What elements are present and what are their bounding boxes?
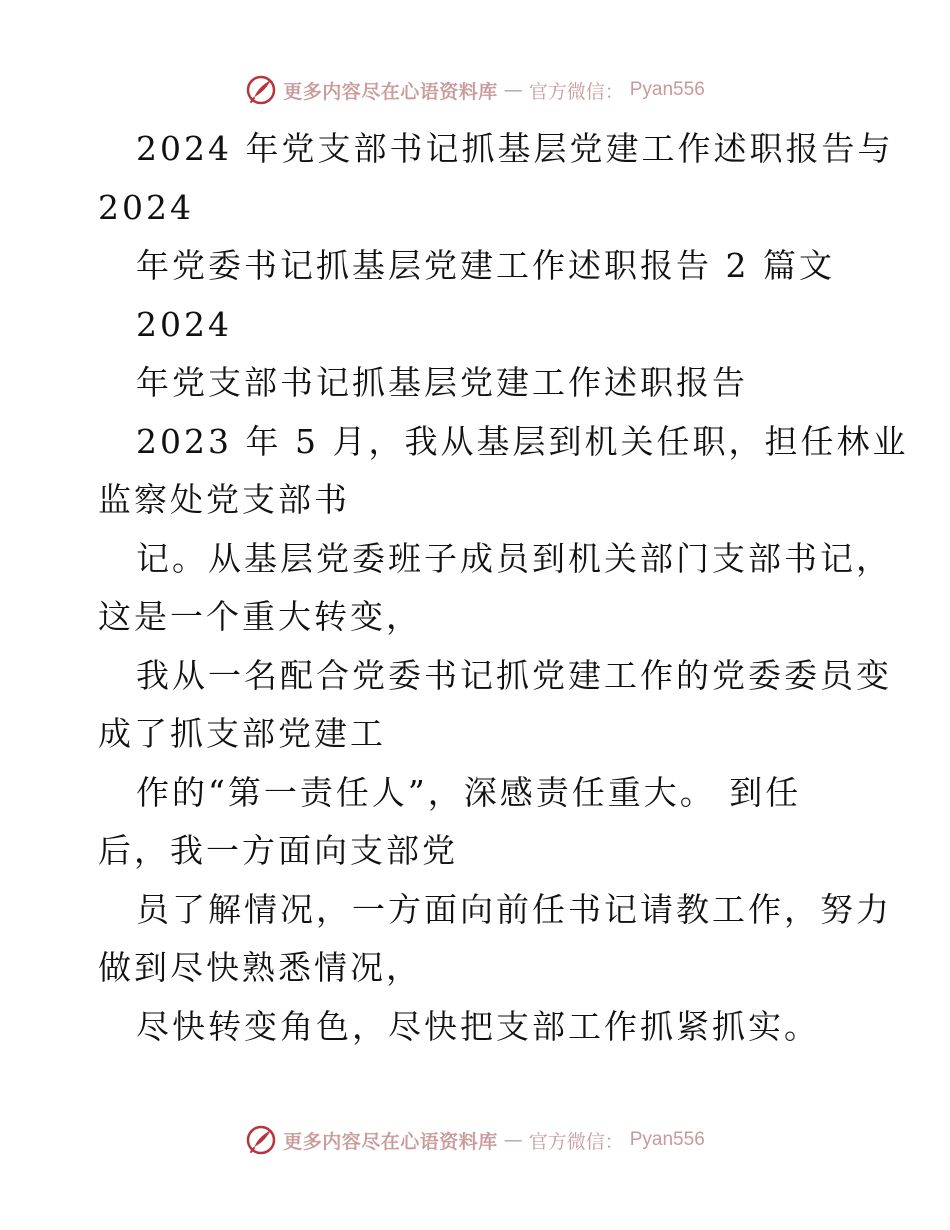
watermark-text: 更多内容尽在心语资料库 — [283, 1130, 498, 1153]
pen-feather-icon — [245, 1124, 277, 1156]
watermark-wechat-label: 官方微信： — [528, 80, 624, 103]
pen-feather-icon — [245, 74, 277, 106]
doc-line-1: 2024 年党支部书记抓基层党建工作述职报告与 — [136, 129, 894, 168]
doc-line-7: 监察处党支部书 — [98, 480, 350, 519]
doc-line-14: 员了解情况，一方面向前任书记请教工作，努力 — [136, 889, 892, 929]
watermark-separator: — — [503, 1129, 523, 1151]
doc-line-6: 2023 年 5 月，我从基层到机关任职，担任林业 — [136, 421, 909, 461]
watermark-wechat-id: Pyan556 — [629, 79, 705, 100]
doc-line-4: 2024 — [136, 304, 232, 344]
doc-line-2: 2024 — [98, 187, 194, 227]
header-watermark — [0, 70, 950, 110]
doc-line-12: 作的“第一责任人”，深感责任重大。 到任 — [136, 772, 802, 812]
watermark-text: 更多内容尽在心语资料库 — [283, 80, 498, 103]
watermark-separator: — — [503, 79, 523, 101]
doc-line-11: 成了抓支部党建工 — [98, 714, 386, 753]
doc-line-16: 尽快转变角色，尽快把支部工作抓紧抓实。 — [136, 1006, 820, 1046]
doc-line-10: 我从一名配合党委书记抓党建工作的党委委员变 — [136, 655, 892, 695]
doc-line-3: 年党委书记抓基层党建工作述职报告 2 篇文 — [136, 246, 835, 285]
watermark-wechat-id: Pyan556 — [629, 1129, 705, 1150]
watermark-wechat-label: 官方微信： — [528, 1130, 624, 1153]
document-body — [98, 120, 909, 1056]
doc-line-15: 做到尽快熟悉情况， — [98, 948, 422, 987]
doc-line-5: 年党支部书记抓基层党建工作述职报告 — [136, 363, 748, 402]
footer-watermark — [0, 1120, 950, 1160]
doc-line-8: 记。从基层党委班子成员到机关部门支部书记， — [136, 538, 892, 578]
doc-line-9: 这是一个重大转变， — [98, 597, 422, 636]
doc-line-13: 后，我一方面向支部党 — [98, 831, 458, 870]
